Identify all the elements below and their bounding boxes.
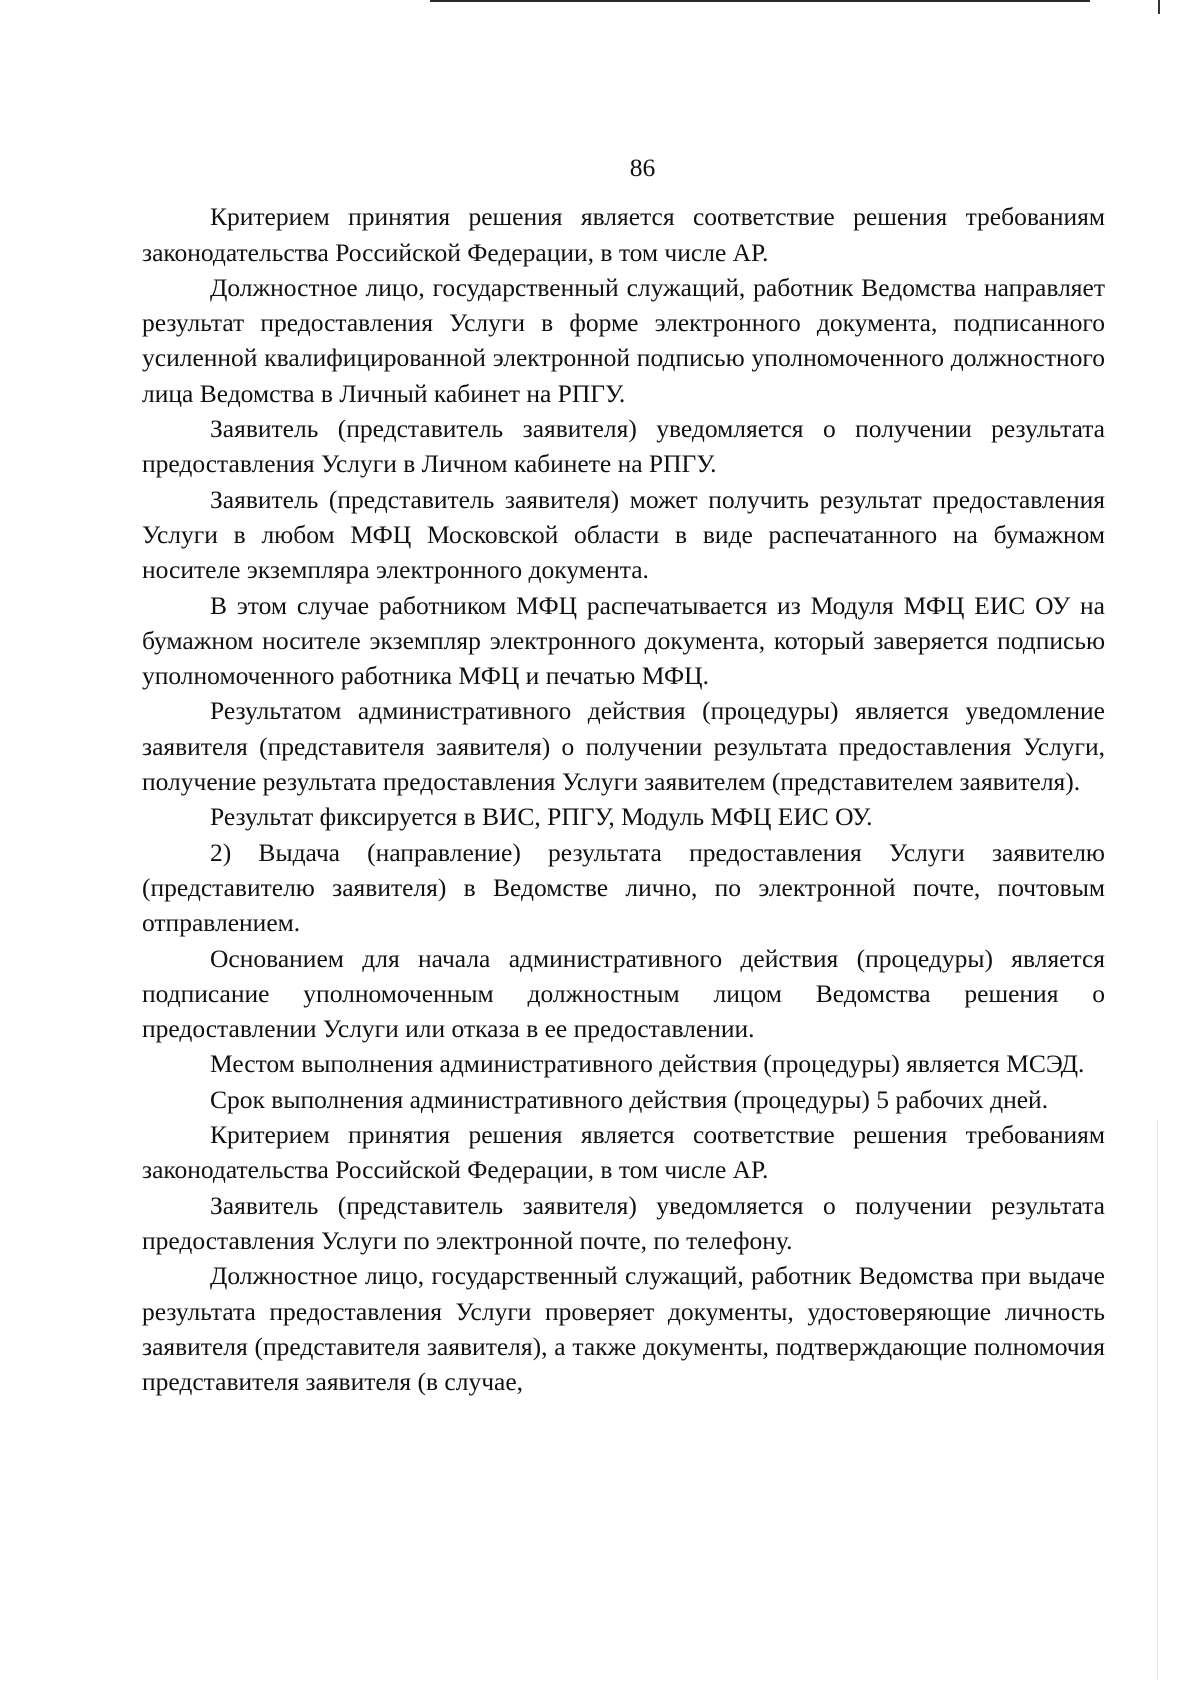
paragraph-decision-criterion: Критерием принятия решения является соответствие решения требованиям законодательства Российской Федерации, в том числе АР. <box>142 202 1105 267</box>
paragraph-action-place: Местом выполнения административного действия (процедуры) является МСЭД. <box>210 1049 1085 1079</box>
paragraph-official-sends-result: Должностное лицо, государственный служащий, работник Ведомства направляет результат предоставления Услуги в форме электронного документа, подписанного усиленной квалифицированной электронной подписью уполномоченного должностного лица Ведомства в Личный кабинет на РПГУ. <box>142 272 1105 408</box>
paragraph-result-recorded: Результат фиксируется в ВИС, РПГУ, Модуль МФЦ ЕИС ОУ. <box>210 802 873 832</box>
paragraph-applicant-notified-email: Заявитель (представитель заявителя) уведомляется о получении результата предоставления Услуги по электронной почте, по телефону. <box>142 1190 1105 1255</box>
paragraph-decision-criterion-2: Критерием принятия решения является соответствие решения требованиям законодательства Российской Федерации, в том числе АР. <box>142 1120 1105 1185</box>
paragraph-official-checks-documents: Должностное лицо, государственный служащий, работник Ведомства при выдаче результата предоставления Услуги проверяет документы, удостоверяющие личность заявителя (представителя заявителя), а также документы, подтверждающие полномочия представителя заявителя (в случае, <box>142 1261 1105 1397</box>
page-number: 86 <box>629 153 656 182</box>
scan-top-edge-line <box>430 0 1090 2</box>
paragraph-mfc-printout: В этом случае работником МФЦ распечатывается из Модуля МФЦ ЕИС ОУ на бумажном носителе экземпляр электронного документа, который заверяется подписью уполномоченного работника МФЦ и печатью МФЦ. <box>142 590 1105 691</box>
document-page <box>142 150 1105 1399</box>
paragraph-item-2-issuance: 2) Выдача (направление) результата предоставления Услуги заявителю (представителю заявителя) в Ведомстве лично, по электронной почте, почтовым отправлением. <box>142 837 1105 938</box>
paragraph-applicant-notified-rpgu: Заявитель (представитель заявителя) уведомляется о получении результата предоставления Услуги в Личном кабинете на РПГУ. <box>142 414 1105 479</box>
paragraph-applicant-mfc-option: Заявитель (представитель заявителя) может получить результат предоставления Услуги в любом МФЦ Московской области в виде распечатанного на бумажном носителе экземпляра электронного документа. <box>142 484 1105 585</box>
scan-corner-mark <box>1158 0 1160 14</box>
paragraph-action-term: Срок выполнения административного действия (процедуры) 5 рабочих дней. <box>210 1084 1049 1114</box>
paragraph-action-basis: Основанием для начала административного действия (процедуры) является подписание уполномоченным должностным лицом Ведомства решения о предоставлении Услуги или отказа в ее предоставлении. <box>142 943 1105 1044</box>
scan-right-edge-shadow <box>1157 1120 1158 1680</box>
paragraph-action-result: Результатом административного действия (процедуры) является уведомление заявителя (представителя заявителя) о получении результата предоставления Услуги, получение результата предоставления Услуги заявителем (представителем заявителя). <box>142 696 1105 797</box>
